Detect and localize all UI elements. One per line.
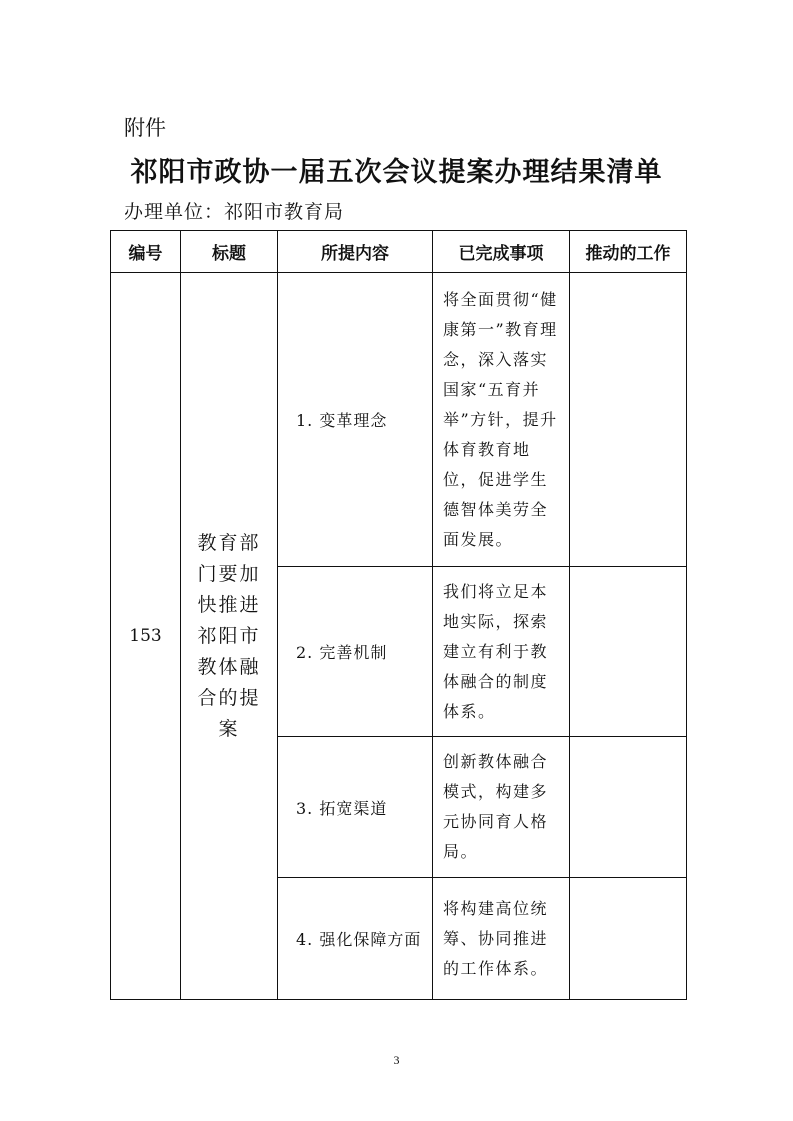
page-number: 3 xyxy=(393,1053,400,1067)
completed-cell xyxy=(433,878,570,1000)
push-work-cell xyxy=(570,567,687,737)
header-completed: 已完成事项 xyxy=(433,231,570,273)
push-work-cell xyxy=(570,273,687,567)
content-cell: 3. 拓宽渠道 xyxy=(278,737,433,878)
proposal-number: 153 xyxy=(111,273,181,1000)
content-cell: 4. 强化保障方面 xyxy=(278,878,433,1000)
header-push-work: 推动的工作 xyxy=(570,231,687,273)
document-title: 祁阳市政协一届五次会议提案办理结果清单 xyxy=(130,157,663,188)
content-cell: 1. 变革理念 xyxy=(278,273,433,567)
push-work-cell xyxy=(570,878,687,1000)
table-row xyxy=(111,273,687,567)
push-work-cell xyxy=(570,737,687,878)
results-table xyxy=(110,230,687,1000)
table-header-row xyxy=(111,231,687,273)
proposal-title-cell xyxy=(181,273,278,1000)
handling-unit: 办理单位：祁阳市教育局 xyxy=(124,201,345,223)
header-title: 标题 xyxy=(181,231,278,273)
proposal-title: 教育部门要加快推进祁阳市教体融合的提案 xyxy=(197,531,261,740)
header-content: 所提内容 xyxy=(278,231,433,273)
completed-text: 将全面贯彻“健康第一”教育理念，深入落实国家“五育并举”方针，提升体育教育地位，促进学生德智体美劳全面发展。 xyxy=(443,289,558,549)
content-cell: 2. 完善机制 xyxy=(278,567,433,737)
completed-cell xyxy=(433,737,570,878)
header-number: 编号 xyxy=(111,231,181,273)
completed-cell xyxy=(433,273,570,567)
completed-cell xyxy=(433,567,570,737)
completed-text: 将构建高位统筹、协同推进的工作体系。 xyxy=(443,898,549,978)
completed-text: 创新教体融合模式，构建多元协同育人格局。 xyxy=(443,752,549,861)
completed-text: 我们将立足本地实际，探索建立有利于教体融合的制度体系。 xyxy=(443,581,549,721)
attachment-label: 附件 xyxy=(124,116,166,140)
